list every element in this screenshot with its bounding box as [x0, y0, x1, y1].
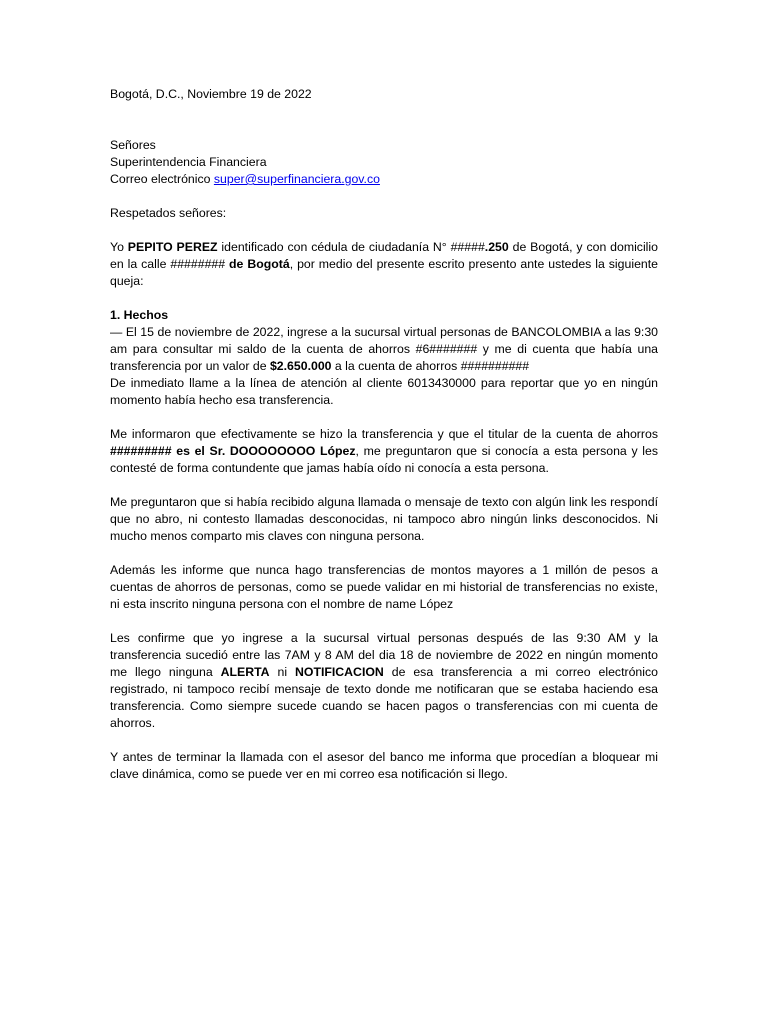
section-title-text: 1. Hechos [110, 308, 169, 322]
transfer-amount: $2.650.000 [269, 359, 332, 373]
greeting: Respetados señores: [110, 206, 227, 220]
letter-document [110, 86, 658, 783]
spacer [110, 222, 658, 239]
recipient-organization: Superintendencia Financiera [110, 155, 267, 169]
spacer [110, 545, 658, 562]
paragraph-5 [110, 630, 658, 732]
spacer [110, 409, 658, 426]
paragraph-5-text: de esa transferencia a mi correo electrónico registrado, ni tampoco recibí mensaje de texto donde me notificaran que se estaba haciendo esa transferencia. Como siempre sucede cuando se hacen pagos o transferencias con mi cuenta de ahorros. [110, 665, 658, 730]
date-line: Bogotá, D.C., Noviembre 19 de 2022 [110, 87, 312, 101]
email-link[interactable]: super@superfinanciera.gov.co [213, 172, 380, 186]
account-holder: ######### es el Sr. DOOOOOOOO López [110, 444, 356, 458]
spacer [110, 290, 658, 307]
hechos-text: — El 15 de noviembre de 2022, ingrese a la sucursal virtual personas de BANCOLOMBIA a las 9:30 am para consultar mi saldo de la cuenta de ahorros #6####### y me di cuenta que había una transferencia por un valor de [110, 325, 658, 373]
intro-text: Yo [110, 240, 128, 254]
hechos-paragraph [110, 324, 658, 375]
complainant-name: PEPITO PEREZ [127, 240, 218, 254]
spacer [110, 477, 658, 494]
recipient-email-line [110, 171, 658, 188]
paragraph-5-text: Les confirme que yo ingrese a la sucursal virtual personas después de las 9:30 AM y la transferencia sucedió entre las 7AM y 8 AM del dia 18 de noviembre de 2022 en ningún momento me llego ninguna [110, 631, 658, 679]
paragraph-5-text: ni [269, 665, 295, 679]
paragraph-4: Además les informe que nunca hago transferencias de montos mayores a 1 millón de pesos a cuentas de ahorros de personas, como se puede validar en mi historial de transferencias no existe, ni esta inscrito ninguna persona con el nombre de name López [110, 563, 658, 611]
paragraph-2-text: Me informaron que efectivamente se hizo la transferencia y que el titular de la cuenta de ahorros [110, 427, 658, 441]
paragraph-6: Y antes de terminar la llamada con el asesor del banco me informa que procedían a bloquear mi clave dinámica, como se puede ver en mi correo esa notificación si llego. [110, 750, 658, 781]
spacer [110, 613, 658, 630]
intro-text: de Bogotá, y con domicilio en la calle ######## [110, 240, 658, 271]
cedula-end: .250 [484, 240, 509, 254]
email-label: Correo electrónico [110, 172, 214, 186]
intro-text: , por medio del presente escrito presento ante ustedes la siguiente queja: [110, 257, 658, 288]
paragraph-2-text: , me preguntaron que si conocía a esta persona y les contesté de forma contundente que jamas había oído ni conocía a esta persona. [110, 444, 658, 475]
spacer [110, 732, 658, 749]
alerta-word: ALERTA [220, 665, 270, 679]
paragraph-2 [110, 426, 658, 477]
intro-paragraph [110, 239, 658, 290]
hechos-call-paragraph: De inmediato llame a la línea de atención al cliente 6013430000 para reportar que yo en ningún momento había hecho esa transferencia. [110, 376, 658, 407]
section-title [110, 307, 658, 324]
intro-text: identificado con cédula de ciudadanía N° ##### [217, 240, 485, 254]
spacer [110, 188, 658, 205]
paragraph-3: Me preguntaron que si había recibido alguna llamada o mensaje de texto con algún link les respondí que no abro, ni contesto llamadas desconocidas, ni tampoco abro ningún links desconocidos. Ni mucho menos comparto mis claves con ninguna persona. [110, 495, 658, 543]
recipient-salutation: Señores [110, 138, 156, 152]
intro-city: de Bogotá [229, 257, 290, 271]
hechos-text: a la cuenta de ahorros ########## [331, 359, 530, 373]
notificacion-word: NOTIFICACION [295, 665, 384, 679]
spacer [110, 103, 658, 137]
recipient-block [110, 137, 658, 188]
